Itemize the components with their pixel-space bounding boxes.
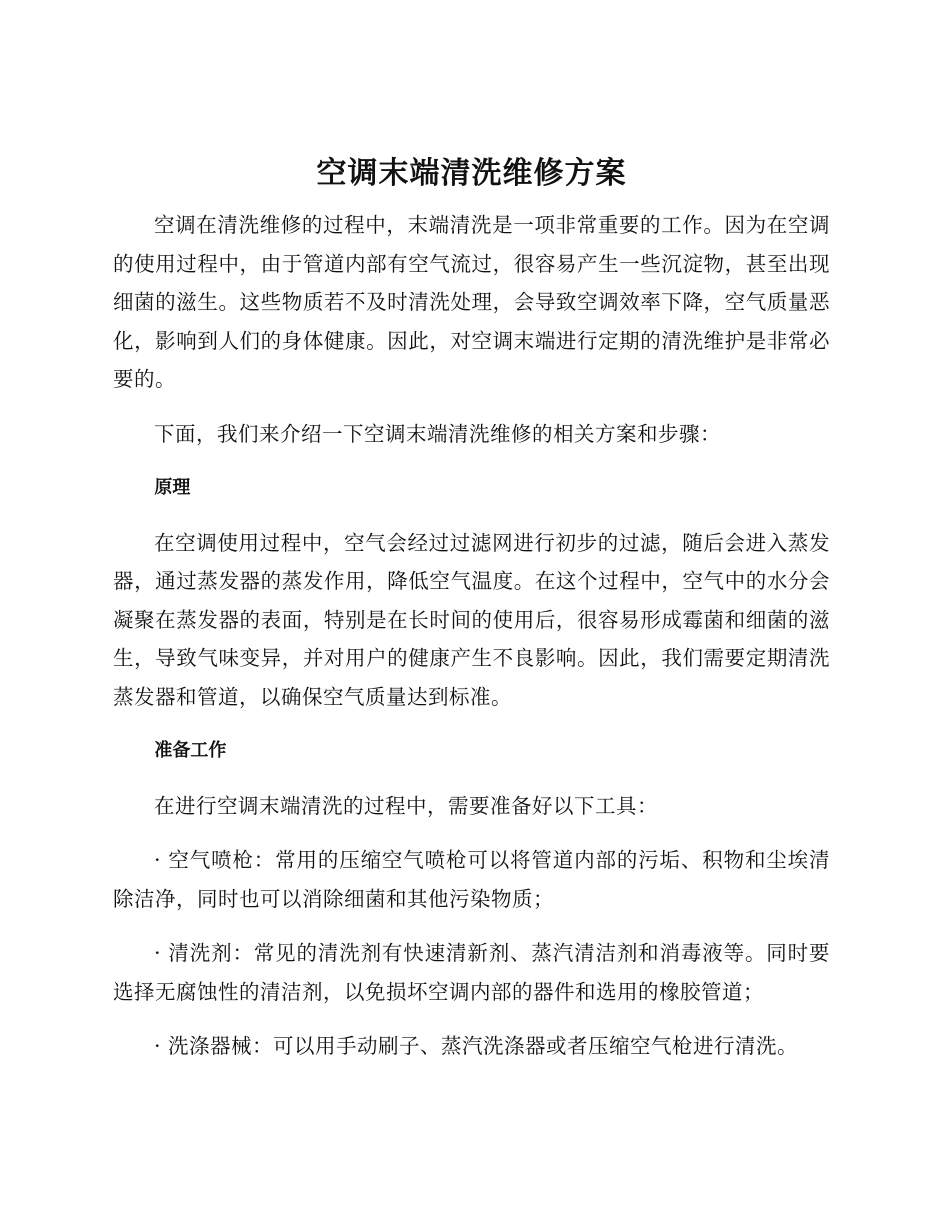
intro-paragraph: 空调在清洗维修的过程中，末端清洗是一项非常重要的工作。因为在空调的使用过程中，由于管道内部有空气流过，很容易产生一些沉淀物，甚至出现细菌的滋生。这些物质若不及时清洗处理，会导致空调效率下降，空气质量恶化，影响到人们的身体健康。因此，对空调末端进行定期的清洗维护是非常必要的。 (113, 213, 830, 391)
document-title: 空调末端清洗维修方案 (316, 156, 627, 191)
section-heading-preparation: 准备工作 (154, 740, 227, 761)
document-page (113, 148, 830, 1082)
preparation-paragraph: 在进行空调末端清洗的过程中，需要准备好以下工具： (154, 793, 658, 818)
lead-paragraph: 下面，我们来介绍一下空调末端清洗维修的相关方案和步骤： (154, 421, 721, 446)
tool-item-air-gun: · 空气喷枪：常用的压缩空气喷枪可以将管道内部的污垢、积物和尘埃清除洁净，同时也可以消除细菌和其他污染物质； (113, 848, 830, 911)
section-heading-principle: 原理 (154, 477, 191, 498)
tool-item-cleaning-agent: · 清洗剂：常见的清洗剂有快速清新剂、蒸汽清洁剂和消毒液等。同时要选择无腐蚀性的清洁剂，以免损坏空调内部的器件和选用的橡胶管道； (113, 941, 830, 1004)
principle-paragraph: 在空调使用过程中，空气会经过过滤网进行初步的过滤，随后会进入蒸发器，通过蒸发器的蒸发作用，降低空气温度。在这个过程中，空气中的水分会凝聚在蒸发器的表面，特别是在长时间的使用后，很容易形成霉菌和细菌的滋生，导致气味变异，并对用户的健康产生不良影响。因此，我们需要定期清洗蒸发器和管道，以确保空气质量达到标准。 (113, 530, 830, 709)
tool-item-washing-equipment: · 洗涤器械：可以用手动刷子、蒸汽洗涤器或者压缩空气枪进行清洗。 (154, 1034, 799, 1058)
